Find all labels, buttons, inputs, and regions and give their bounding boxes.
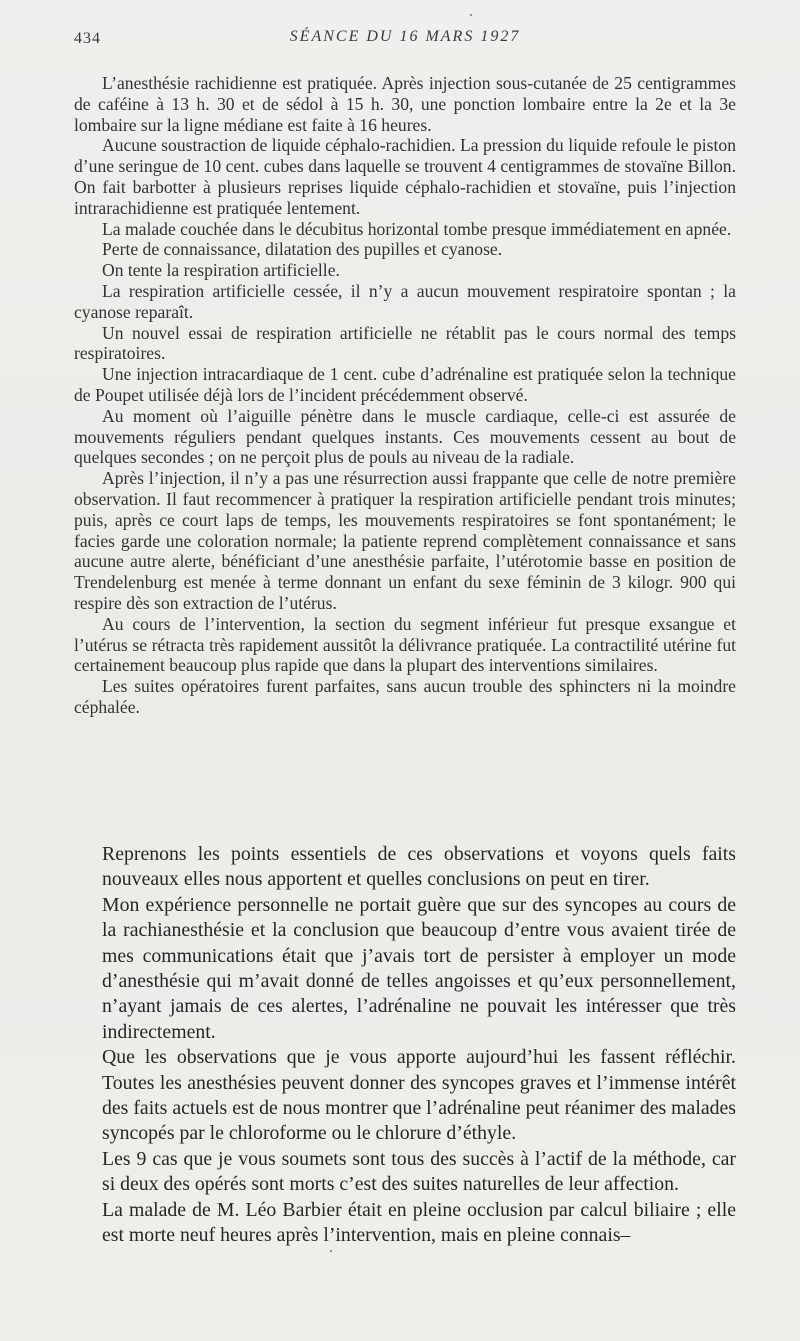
paragraph: Perte de connaissance, dilatation des pupilles et cyanose. (102, 239, 503, 260)
print-speck (470, 14, 472, 16)
paragraph: On tente la respiration artificielle. (102, 260, 340, 281)
running-title: SÉANCE DU 16 MARS 1927 (289, 28, 521, 45)
paragraph: Que les observations que je vous apporte aujourd’hui les fassent réfléchir. Toutes les anesthésies peuvent donner des syncopes graves et l’immense intérêt des faits actuels est de nous montrer que l’adrénaline peut réanimer des malades syncopés par le chloroforme ou le chlorure d’éthyle. (102, 1046, 736, 1145)
paragraph: Aucune soustraction de liquide céphalo-rachidien. La pression du liquide refoule le piston d’une seringue de 10 cent. cubes dans laquelle se trouvent 4 centigrammes de stovaïne Billon. On fait barbotter à plusieurs reprises liquide céphalo-rachidien et stovaïne, puis l’injection intrarachidienne est pratiquée lentement. (74, 135, 736, 218)
paragraph: Reprenons les points essentiels de ces observations et voyons quels faits nouveaux elles nous apportent et quelles conclusions on peut en tirer. (102, 843, 736, 891)
paragraph: La respiration artificielle cessée, il n’y a aucun mouvement respiratoire spontan ; la cyanose reparaît. (74, 280, 736, 322)
discussion-block (102, 842, 736, 1249)
paragraph: Au cours de l’intervention, la section du segment inférieur fut presque exsangue et l’utérus se rétracta très rapidement aussitôt la délivrance pratiquée. La contractilité utérine fut certainement beaucoup plus rapide que dans la plupart des interventions similaires. (74, 613, 736, 676)
paragraph: La malade de M. Léo Barbier était en pleine occlusion par calcul biliaire ; elle est morte neuf heures après l’intervention, mais en pleine connais– (102, 1198, 736, 1247)
paragraph: Au moment où l’aiguille pénètre dans le muscle cardiaque, celle-ci est assurée de mouvements réguliers pendant quelques instants. Ces mouvements cessent au bout de quelques secondes ; on ne perçoit plus de pouls au niveau de la radiale. (74, 405, 736, 468)
page-number: 434 (74, 30, 101, 47)
paragraph: Une injection intracardiaque de 1 cent. cube d’adrénaline est pratiquée selon la technique de Poupet utilisée déjà lors de l’incident précédemment observé. (74, 364, 736, 405)
paragraph: La malade couchée dans le décubitus horizontal tombe presque immédiatement en apnée. (102, 218, 732, 239)
paragraph: Après l’injection, il n’y a pas une résurrection aussi frappante que celle de notre première observation. Il faut recommencer à pratiquer la respiration artificielle pendant trois minutes; puis, après ce court laps de temps, les mouvements respiratoires se font spontanément; le facies garde une coloration normale; la patiente reprend complètement connaissance et sans aucune autre alerte, bénéficiant d’une anesthésie parfaite, l’utérotomie basse en position de Trendelenburg est menée à terme donnant un enfant du sexe féminin de 3 kilogr. 900 qui respire dès son extraction de l’utérus. (74, 468, 736, 613)
paragraph: Les 9 cas que je vous soumets sont tous des succès à l’actif de la méthode, car si deux des opérés sont morts c’est des suites naturelles de leur affection. (102, 1147, 736, 1196)
paragraph: Les suites opératoires furent parfaites, sans aucun trouble des sphincters ni la moindre céphalée. (74, 676, 736, 717)
paragraph: Un nouvel essai de respiration artificielle ne rétablit pas le cours normal des temps respiratoires. (74, 322, 736, 364)
paragraph: L’anesthésie rachidienne est pratiquée. Après injection sous-cutanée de 25 centigrammes de caféine à 13 h. 30 et de sédol à 15 h. 30, une ponction lombaire entre la 2e et la 3e lombaire sur la ligne médiane est faite à 16 heures. (74, 73, 736, 135)
print-speck (330, 1250, 332, 1252)
page-header (74, 28, 736, 52)
case-report-block (74, 73, 736, 718)
paragraph: Mon expérience personnelle ne portait guère que sur des syncopes au cours de la rachianesthésie et la conclusion que beaucoup d’entre vous avaient tirée de mes communications était que j’avais tort de persister à employer un mode d’anesthésie qui m’avait donné de telles angoisses et qu’eux personnellement, n’ayant jamais de ces alertes, l’adrénaline ne pouvait les intéresser que très indirectement. (102, 893, 736, 1043)
